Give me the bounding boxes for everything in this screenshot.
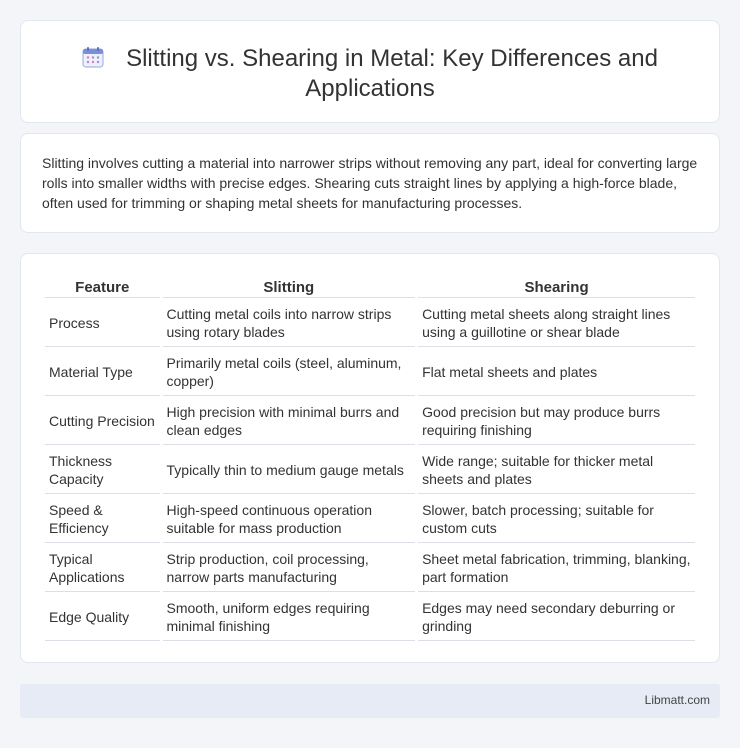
feature-cell: Edge Quality [45,594,160,641]
shearing-cell: Wide range; suitable for thicker metal sheets and plates [418,447,695,494]
intro-card [20,133,720,233]
table-row [45,594,695,641]
shearing-cell: Sheet metal fabrication, trimming, blanking, part formation [418,545,695,592]
slitting-cell: Primarily metal coils (steel, aluminum, copper) [163,349,416,396]
table-row [45,545,695,592]
page-title [21,44,719,104]
table-row [45,398,695,445]
slitting-cell: Typically thin to medium gauge metals [163,447,416,494]
title-text-line1: Slitting vs. Shearing in Metal: Key Differences and [126,45,658,72]
table-row [45,496,695,543]
comparison-card [20,253,720,663]
table-row [45,349,695,396]
slitting-cell: Smooth, uniform edges requiring minimal finishing [163,594,416,641]
slitting-cell: Strip production, coil processing, narrow parts manufacturing [163,545,416,592]
intro-paragraph: Slitting involves cutting a material into narrower strips without removing any part, ideal for converting large rolls into smaller widths with precise edges. Shearing cuts straight lines by applying a high-force blade, often used for trimming or shaping metal sheets for manufacturing processes. [42,155,698,211]
footer-site-link[interactable]: Libmatt.com [644,693,710,707]
shearing-cell: Cutting metal sheets along straight lines using a guillotine or shear blade [418,300,695,347]
shearing-cell: Good precision but may produce burrs requiring finishing [418,398,695,445]
feature-cell: Process [45,300,160,347]
slitting-cell: High-speed continuous operation suitable for mass production [163,496,416,543]
header-slitting: Slitting [163,276,416,298]
slitting-cell: Cutting metal coils into narrow strips using rotary blades [163,300,416,347]
feature-cell: Thickness Capacity [45,447,160,494]
feature-cell: Speed & Efficiency [45,496,160,543]
feature-cell: Typical Applications [45,545,160,592]
title-text-line2: Applications [305,75,435,102]
shearing-cell: Flat metal sheets and plates [418,349,695,396]
feature-cell: Material Type [45,349,160,396]
shearing-cell: Edges may need secondary deburring or grinding [418,594,695,641]
calendar-icon [82,46,104,68]
table-row [45,300,695,347]
comparison-table [42,274,698,643]
footer-bar [20,684,720,718]
slitting-cell: High precision with minimal burrs and clean edges [163,398,416,445]
table-row [45,447,695,494]
table-header-row [45,276,695,298]
feature-cell: Cutting Precision [45,398,160,445]
shearing-cell: Slower, batch processing; suitable for custom cuts [418,496,695,543]
header-shearing: Shearing [418,276,695,298]
header-feature: Feature [45,276,160,298]
title-card [20,20,720,123]
